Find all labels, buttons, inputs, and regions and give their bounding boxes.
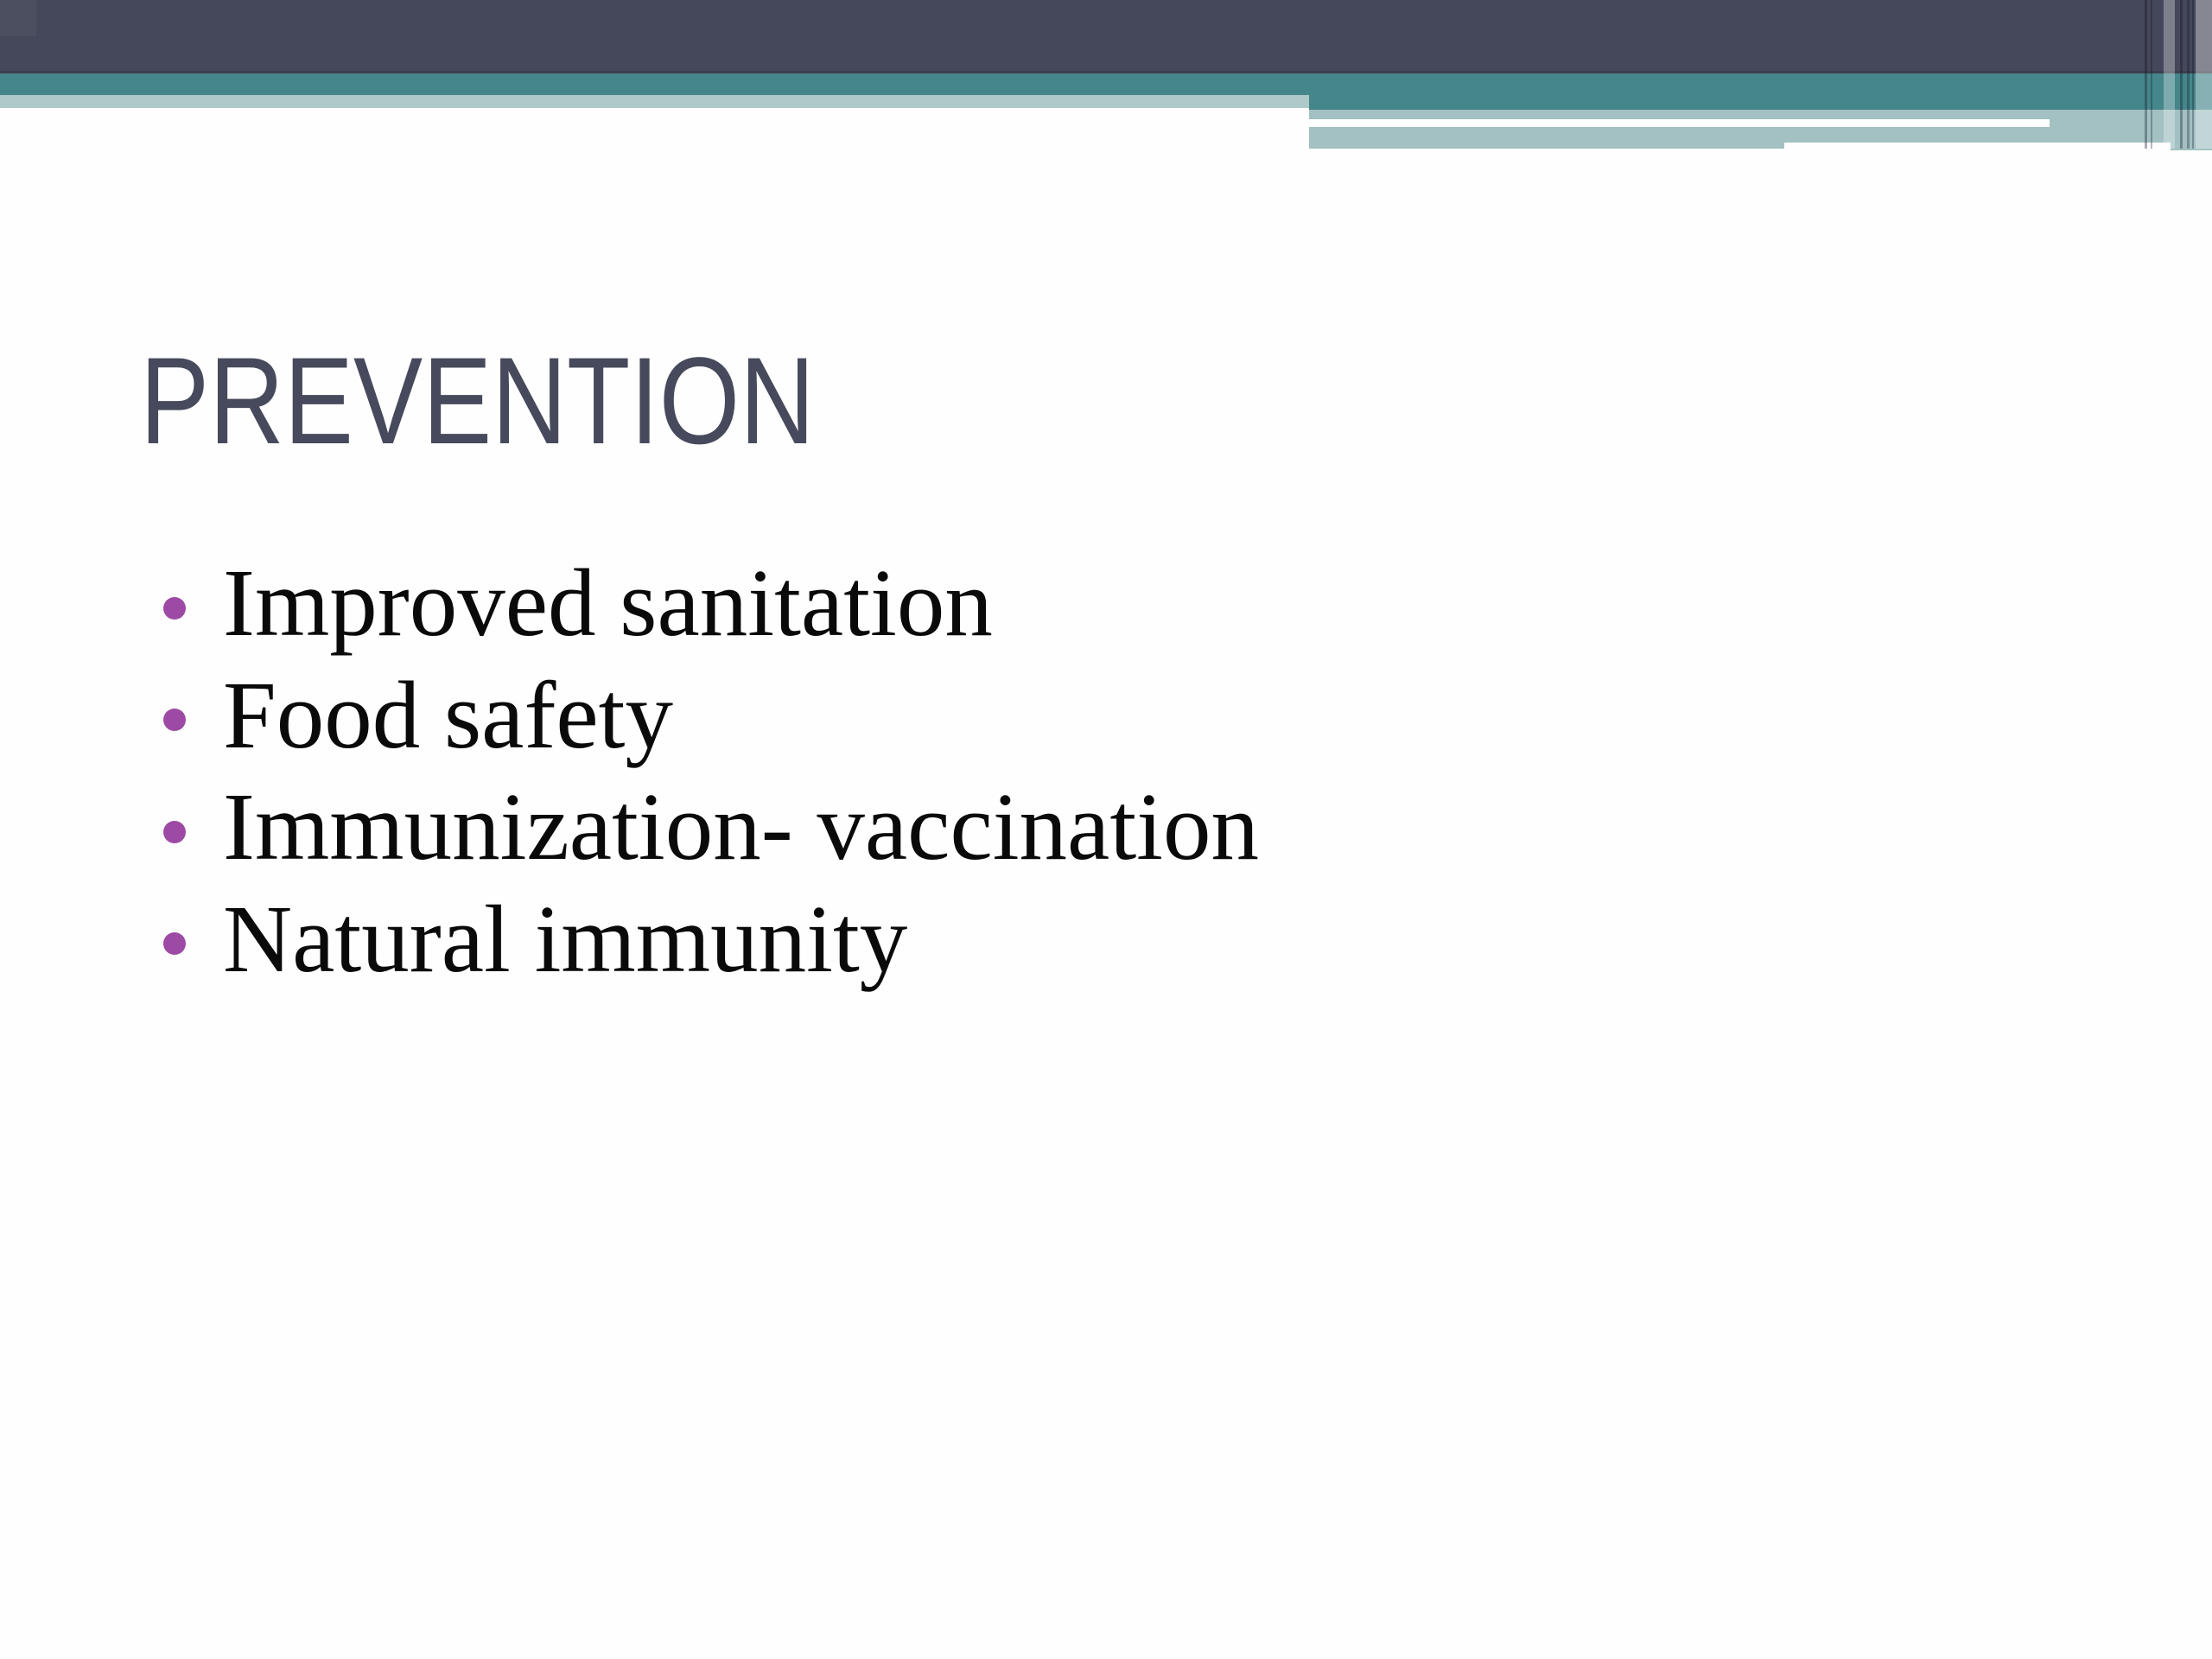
edge-stripe-dark-2	[2151, 0, 2152, 149]
bullet-text: Immunization- vaccination	[223, 774, 1259, 881]
list-item	[0, 886, 1901, 998]
list-item	[0, 662, 1901, 774]
edge-stripe-dark-1	[2145, 0, 2147, 149]
edge-stripe-light-1	[2164, 0, 2175, 149]
header-dark-bar	[0, 0, 2212, 73]
header-edge-stripes	[2145, 0, 2212, 149]
bullet-dot-icon	[163, 821, 186, 843]
bullet-text: Natural immunity	[223, 886, 908, 993]
bullet-text: Improved sanitation	[223, 550, 993, 658]
edge-stripe-dark-3	[2180, 0, 2183, 149]
edge-stripe-dark-5	[2192, 0, 2194, 149]
list-item	[0, 550, 1901, 662]
bullet-text: Food safety	[223, 662, 674, 769]
header-teal-extension	[1309, 95, 2212, 110]
header-corner-square	[0, 0, 36, 36]
edge-stripe-dark-4	[2187, 0, 2190, 149]
header-white-accent-line	[1309, 119, 2050, 127]
header-sage-strip-left	[0, 95, 1309, 108]
slide-title: PREVENTION	[140, 333, 815, 470]
edge-stripe-light-2	[2196, 0, 2212, 149]
bullet-dot-icon	[163, 932, 186, 955]
list-item	[0, 773, 1901, 886]
bullet-dot-icon	[163, 597, 186, 620]
bullet-dot-icon	[163, 709, 186, 731]
bullet-list	[0, 550, 1901, 997]
header-teal-bar	[0, 73, 2212, 95]
